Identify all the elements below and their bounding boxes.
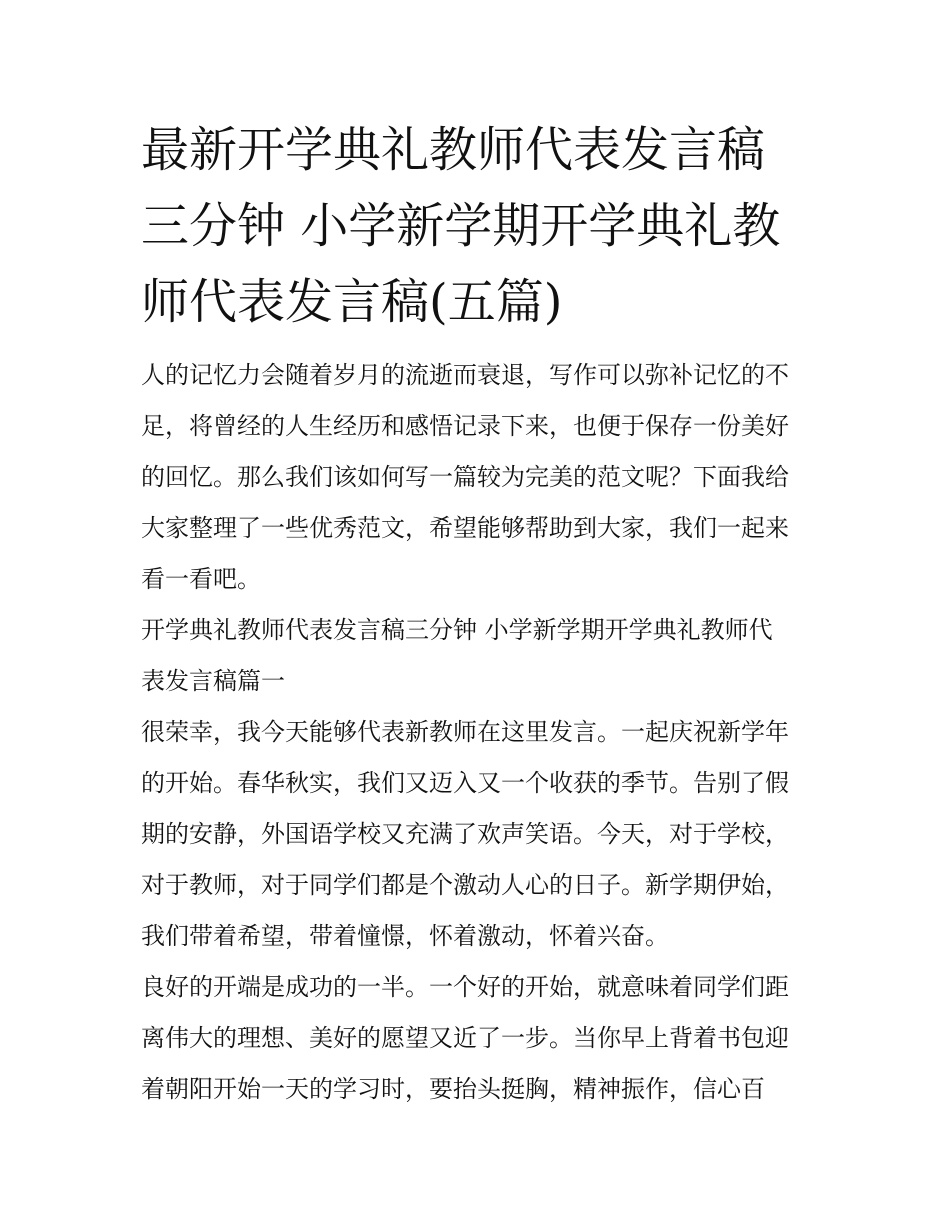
document-body <box>141 350 813 1115</box>
title-line: 最新开学典礼教师代表发言稿 <box>141 122 766 178</box>
paragraph-line: 很荣幸，我今天能够代表新教师在这里发言。一起庆祝新学年 <box>141 718 789 746</box>
title-line: 师代表发言稿(五篇) <box>141 274 563 330</box>
paragraph-line: 期的安静，外国语学校又充满了欢声笑语。今天，对于学校， <box>141 820 789 848</box>
intro-line: 看一看吧。 <box>141 565 261 593</box>
paragraph-line: 我们带着希望，带着憧憬，怀着激动，怀着兴奋。 <box>141 922 669 950</box>
paragraph-line: 对于教师，对于同学们都是个激动人心的日子。新学期伊始， <box>141 871 789 899</box>
title-line: 三分钟 小学新学期开学典礼教 <box>141 198 781 254</box>
paragraph-line: 离伟大的理想、美好的愿望又近了一步。当你早上背着书包迎 <box>141 1024 789 1052</box>
section-heading-line: 表发言稿篇一 <box>141 667 285 695</box>
intro-line: 足，将曾经的人生经历和感悟记录下来，也便于保存一份美好 <box>141 412 789 440</box>
paragraph-line: 着朝阳开始一天的学习时，要抬头挺胸，精神振作，信心百 <box>141 1075 765 1103</box>
intro-line: 大家整理了一些优秀范文，希望能够帮助到大家，我们一起来 <box>141 514 789 542</box>
paragraph-line: 的开始。春华秋实，我们又迈入又一个收获的季节。告别了假 <box>141 769 789 797</box>
intro-line: 人的记忆力会随着岁月的流逝而衰退，写作可以弥补记忆的不 <box>141 361 789 389</box>
document-title <box>141 112 813 340</box>
document-content <box>141 112 813 1115</box>
paragraph-line: 良好的开端是成功的一半。一个好的开始，就意味着同学们距 <box>141 973 789 1001</box>
intro-line: 的回忆。那么我们该如何写一篇较为完美的范文呢？下面我给 <box>141 463 789 491</box>
section-heading-line: 开学典礼教师代表发言稿三分钟 小学新学期开学典礼教师代 <box>141 616 773 644</box>
